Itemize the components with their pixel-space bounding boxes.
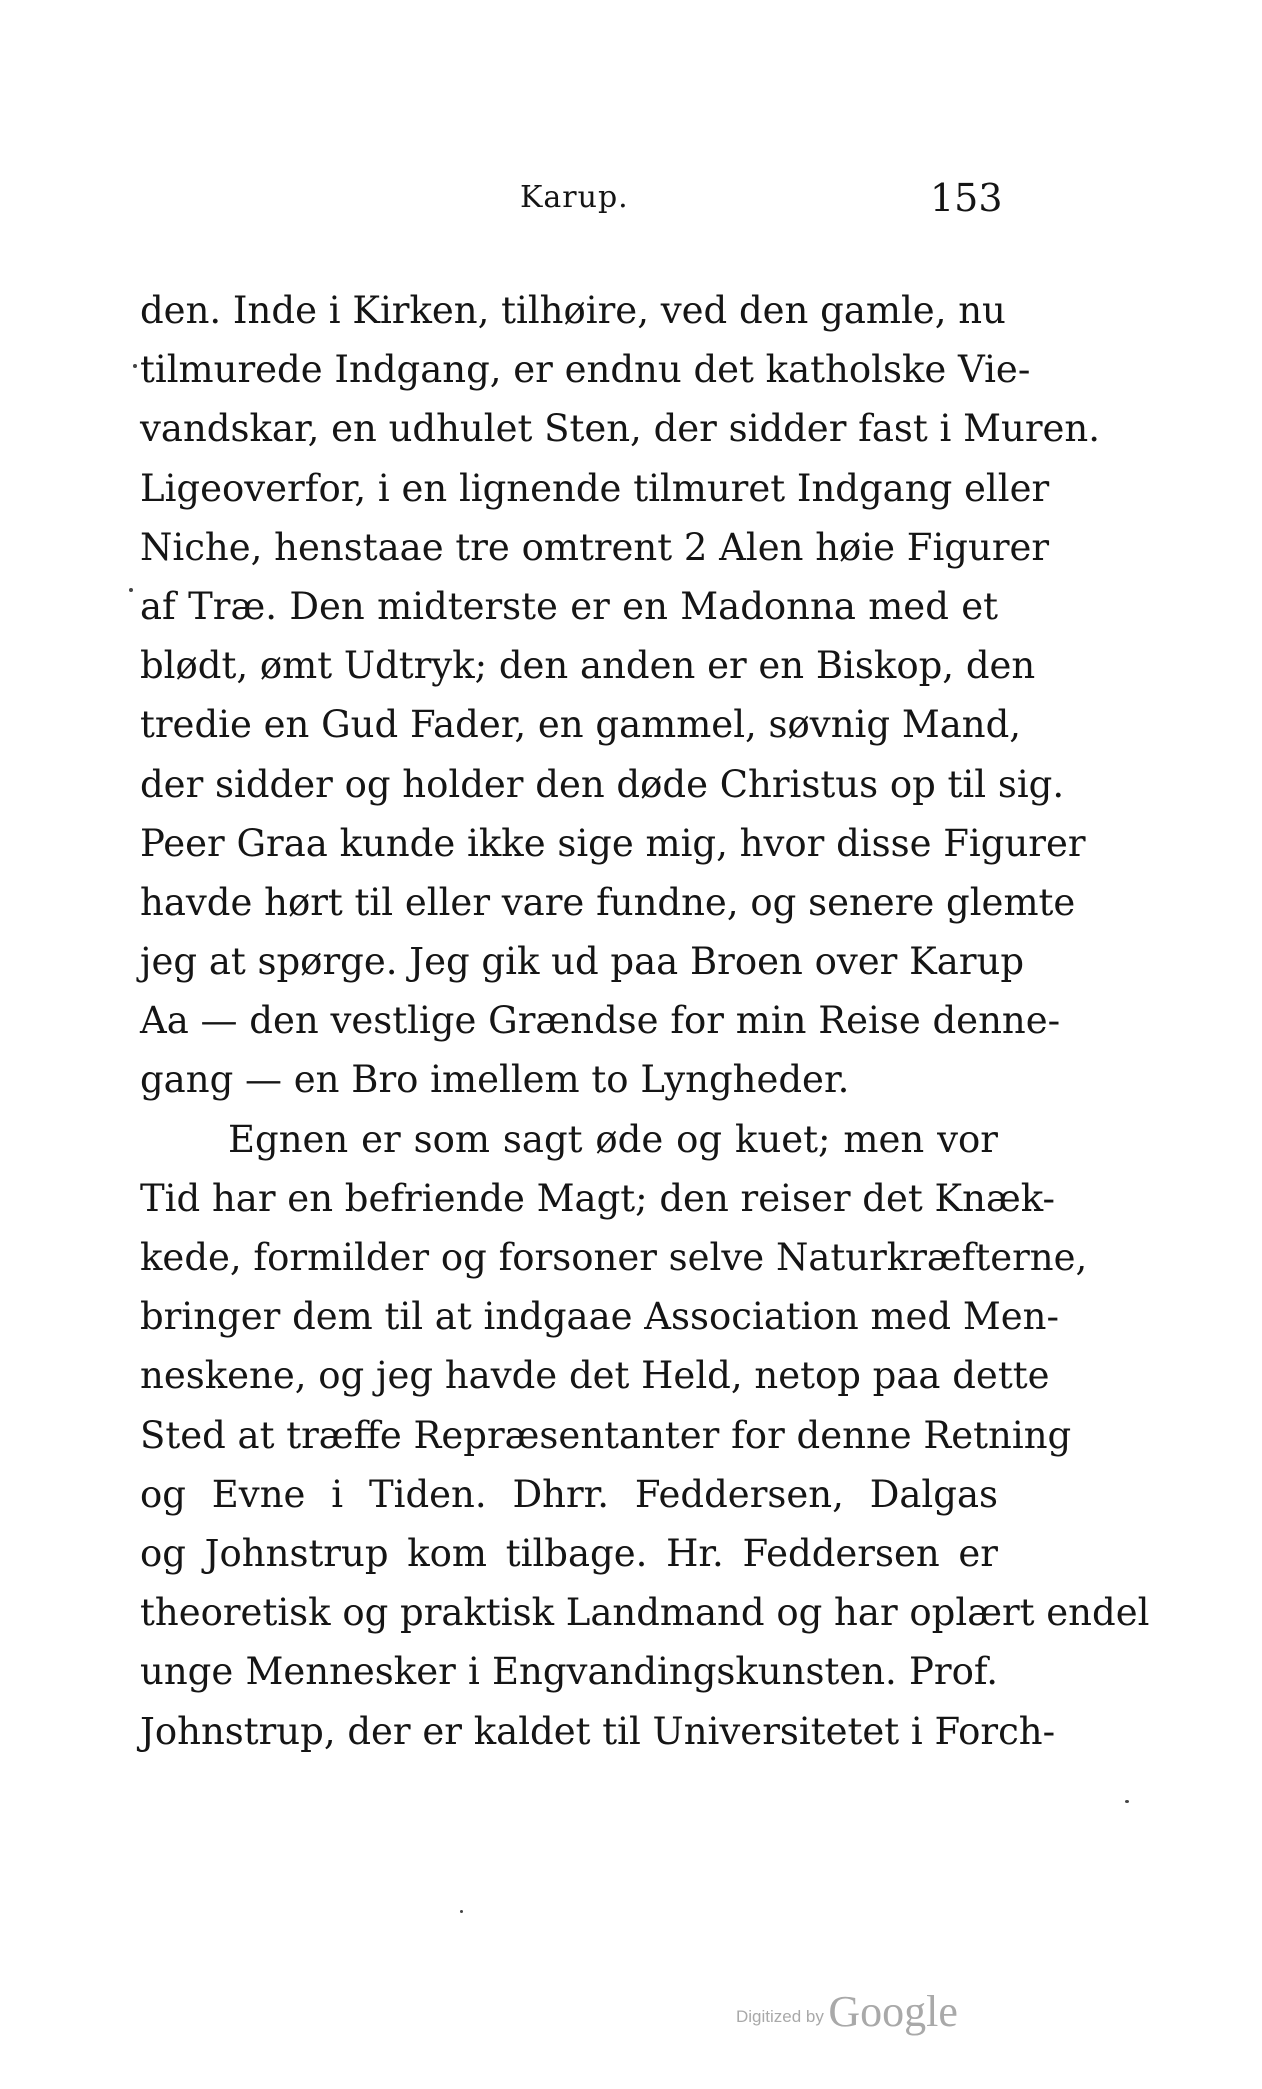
text-line: kede, formilder og forsoner selve Naturkræfterne, — [140, 1236, 1088, 1279]
running-title: Karup. — [520, 180, 629, 215]
text-line: blødt, ømt Udtryk; den anden er en Biskop, den — [140, 644, 1036, 688]
text-line: og Johnstrup kom tilbage. Hr. Feddersen er — [140, 1531, 998, 1575]
text-line: jeg at spørge. Jeg gik ud paa Broen over Karup — [140, 940, 1025, 984]
text-line: af Træ. Den midterste er en Madonna med et — [140, 584, 998, 628]
text-line: vandskar, en udhulet Sten, der sidder fast i Muren. — [140, 407, 1100, 451]
text-line: Tid har en befriende Magt; den reiser det Knæk- — [140, 1176, 1056, 1220]
text-line: unge Mennesker i Engvandingskunsten. Prof. — [140, 1650, 998, 1694]
text-line: neskene, og jeg havde det Held, netop paa dette — [140, 1354, 1050, 1398]
body-text — [140, 281, 1150, 1761]
paragraph-start-line: Egnen er som sagt øde og kuet; men vor — [228, 1117, 998, 1161]
scan-speck — [1125, 1800, 1129, 1803]
scan-speck — [133, 364, 137, 368]
text-line: tredie en Gud Fader, en gammel, søvnig Mand, — [140, 703, 1022, 747]
text-line: den. Inde i Kirken, tilhøire, ved den gamle, nu — [140, 289, 1006, 332]
text-line: Niche, henstaae tre omtrent 2 Alen høie Figurer — [140, 525, 1050, 569]
digitized-by-text: Digitized by — [736, 2007, 824, 2026]
text-line: og Evne i Tiden. Dhrr. Feddersen, Dalgas — [140, 1472, 998, 1516]
text-line: Ligeoverfor, i en lignende tilmuret Indgang eller — [140, 466, 1050, 510]
text-line: Peer Graa kunde ikke sige mig, hvor disse Figurer — [140, 821, 1086, 865]
text-line: gang — en Bro imellem to Lyngheder. — [140, 1058, 850, 1102]
scan-speck — [129, 588, 133, 592]
text-line: Aa — den vestlige Grændse for min Reise denne- — [140, 999, 1061, 1043]
text-line: Johnstrup, der er kaldet til Universitetet i Forch- — [140, 1709, 1056, 1753]
text-line: havde hørt til eller vare fundne, og senere glemte — [140, 880, 1076, 924]
text-line: Sted at træffe Repræsentanter for denne Retning — [140, 1413, 1072, 1457]
scan-speck — [460, 1910, 463, 1913]
text-line: theoretisk og praktisk Landmand og har oplært endel — [140, 1591, 1150, 1635]
text-line: der sidder og holder den døde Christus op til sig. — [140, 762, 1065, 806]
page-number: 153 — [930, 176, 1003, 220]
google-logo-text: Google — [828, 1987, 958, 2036]
text-line: tilmurede Indgang, er endnu det katholske Vie- — [140, 348, 1031, 392]
digitization-watermark — [736, 1986, 958, 2037]
text-line: bringer dem til at indgaae Association med Men- — [140, 1295, 1059, 1339]
